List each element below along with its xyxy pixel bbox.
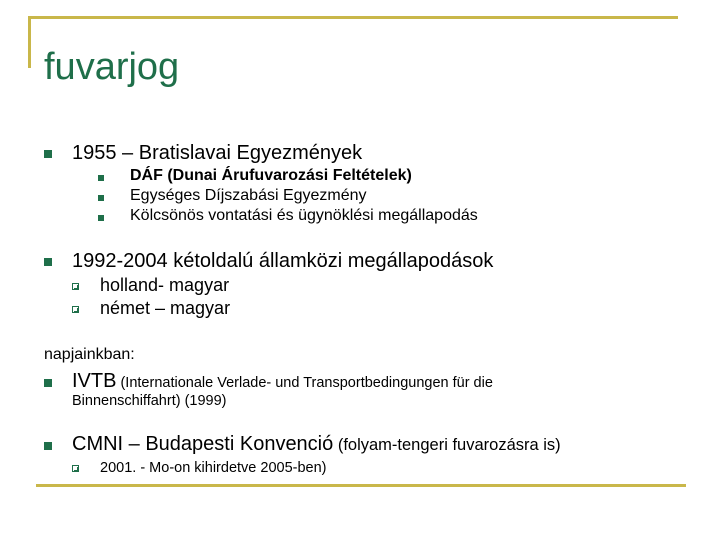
bullet-hollow-square-icon	[72, 283, 79, 290]
item3-detail-line1: (Internationale Verlade- und Transportbedingungen für die	[116, 375, 493, 391]
slide-title: fuvarjog	[44, 46, 180, 88]
bullet-square-icon	[44, 150, 52, 158]
bullet-square-icon	[44, 258, 52, 266]
bullet-hollow-square-icon	[72, 306, 79, 313]
item3-detail-line2: Binnenschiffahrt) (1999)	[72, 393, 227, 409]
bullet-square-icon	[44, 442, 52, 450]
bullet-hollow-square-icon	[72, 465, 79, 472]
section-label: napjainkban:	[44, 346, 135, 363]
frame-top-line	[28, 16, 678, 19]
item1-subitem-2: Egységes Díjszabási Egyezmény	[130, 187, 367, 204]
item4-main: CMNI – Budapesti Konvenció	[72, 433, 334, 455]
item1-subitem-1: DÁF (Dunai Árufuvarozási Feltételek)	[130, 167, 412, 184]
bullet-square-icon	[98, 215, 104, 221]
item2-subitem-2: német – magyar	[100, 298, 231, 318]
bullet-square-icon	[98, 195, 104, 201]
item4-detail: (folyam-tengeri fuvarozásra is)	[333, 436, 561, 454]
frame-left-line	[28, 16, 31, 68]
item4-subitem-1: 2001. - Mo-on kihirdetve 2005-ben)	[100, 460, 327, 476]
item2-text: 1992-2004 kétoldalú államközi megállapodások	[72, 250, 494, 272]
item1-subitem-3: Kölcsönös vontatási és ügynöklési megállapodás	[130, 207, 478, 224]
item3-main: IVTB	[72, 370, 117, 392]
bullet-square-icon	[44, 379, 52, 387]
item1-text: 1955 – Bratislavai Egyezmények	[72, 142, 363, 164]
item2-subitem-1: holland- magyar	[100, 275, 230, 295]
bullet-square-icon	[98, 175, 104, 181]
frame-bottom-line	[36, 484, 686, 487]
